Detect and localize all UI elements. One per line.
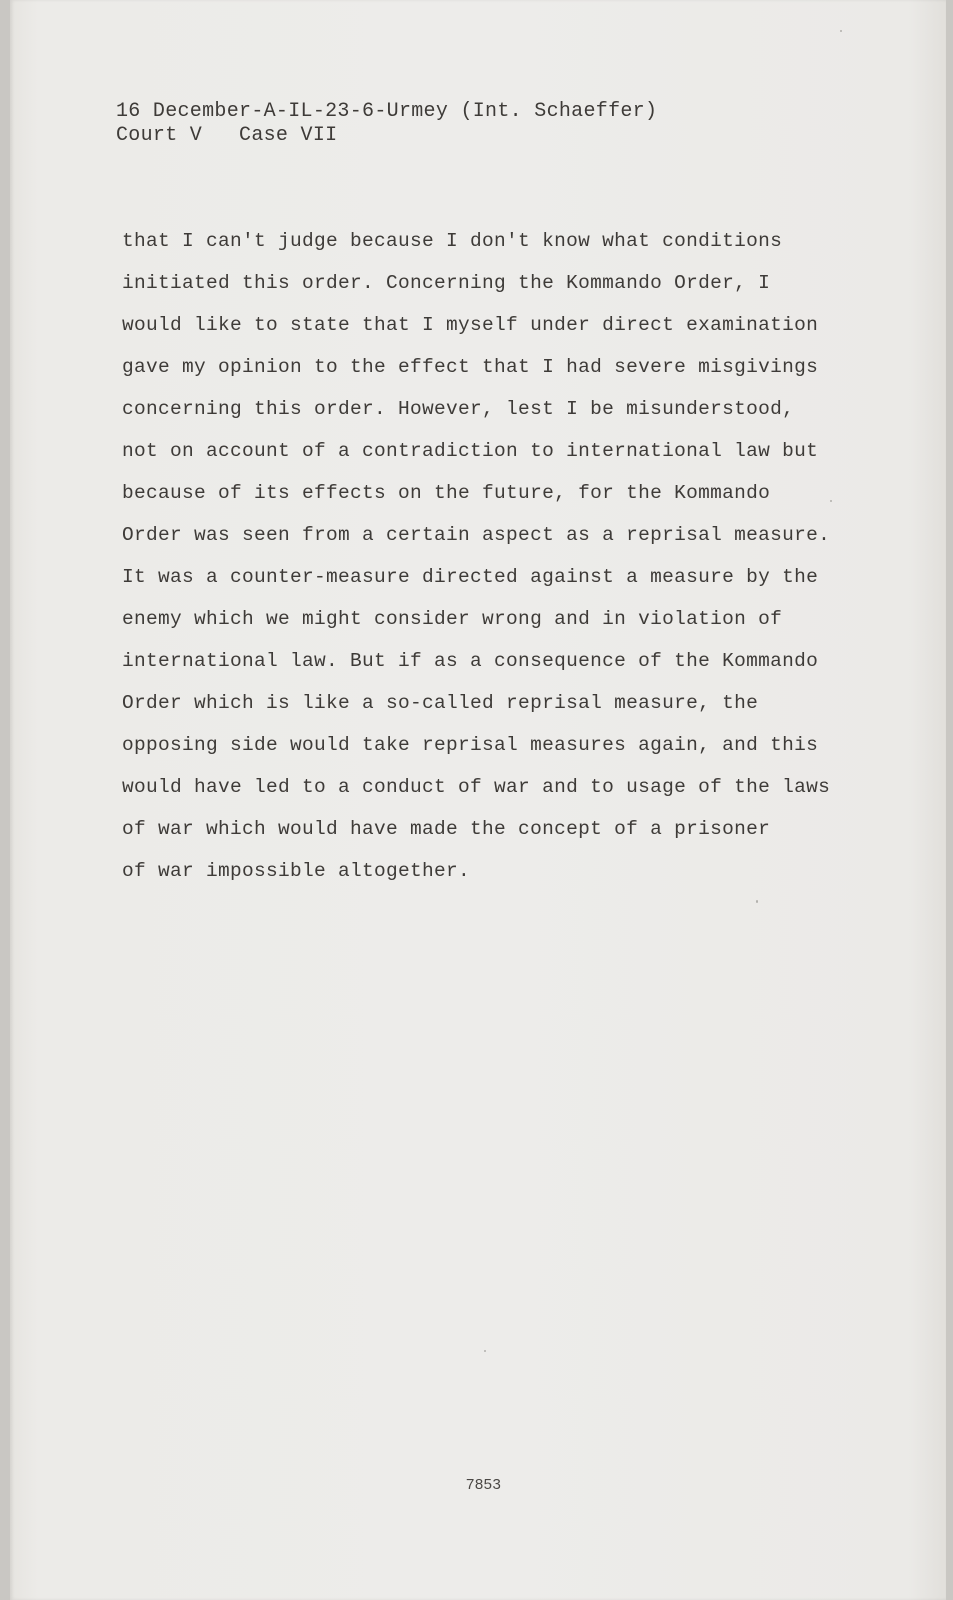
text-line: Order was seen from a certain aspect as a reprisal measure. bbox=[122, 524, 831, 546]
text-line: that I can't judge because I don't know what conditions bbox=[122, 230, 783, 252]
text-line: initiated this order. Concerning the Kommando Order, I bbox=[122, 272, 771, 294]
text-line: international law. But if as a consequence of the Kommando bbox=[122, 650, 819, 672]
text-line: because of its effects on the future, for the Kommando bbox=[122, 482, 771, 504]
paper-speck bbox=[840, 30, 842, 32]
paper-speck bbox=[484, 1350, 486, 1352]
text-line: It was a counter-measure directed against a measure by the bbox=[122, 566, 819, 588]
paper-speck bbox=[756, 900, 758, 903]
text-line: of war impossible altogether. bbox=[122, 860, 471, 882]
header-case-reference: 16 December-A-IL-23-6-Urmey (Int. Schaeffer) bbox=[116, 100, 658, 123]
testimony-text bbox=[122, 220, 862, 892]
text-line: would like to state that I myself under direct examination bbox=[122, 314, 819, 336]
paper-sheet bbox=[10, 0, 946, 1600]
text-line: enemy which we might consider wrong and in violation of bbox=[122, 608, 783, 630]
document-header bbox=[116, 100, 657, 148]
text-line: opposing side would take reprisal measures again, and this bbox=[122, 734, 819, 756]
text-line: not on account of a contradiction to international law but bbox=[122, 440, 819, 462]
text-line: gave my opinion to the effect that I had severe misgivings bbox=[122, 356, 819, 378]
text-line: of war which would have made the concept of a prisoner bbox=[122, 818, 771, 840]
text-line: would have led to a conduct of war and to usage of the laws bbox=[122, 776, 831, 798]
text-line: concerning this order. However, lest I be misunderstood, bbox=[122, 398, 795, 420]
page-number: 7853 bbox=[466, 1476, 502, 1493]
paper-speck bbox=[830, 500, 832, 502]
text-line: Order which is like a so-called reprisal measure, the bbox=[122, 692, 759, 714]
header-court-case: Court V Case VII bbox=[116, 124, 338, 147]
